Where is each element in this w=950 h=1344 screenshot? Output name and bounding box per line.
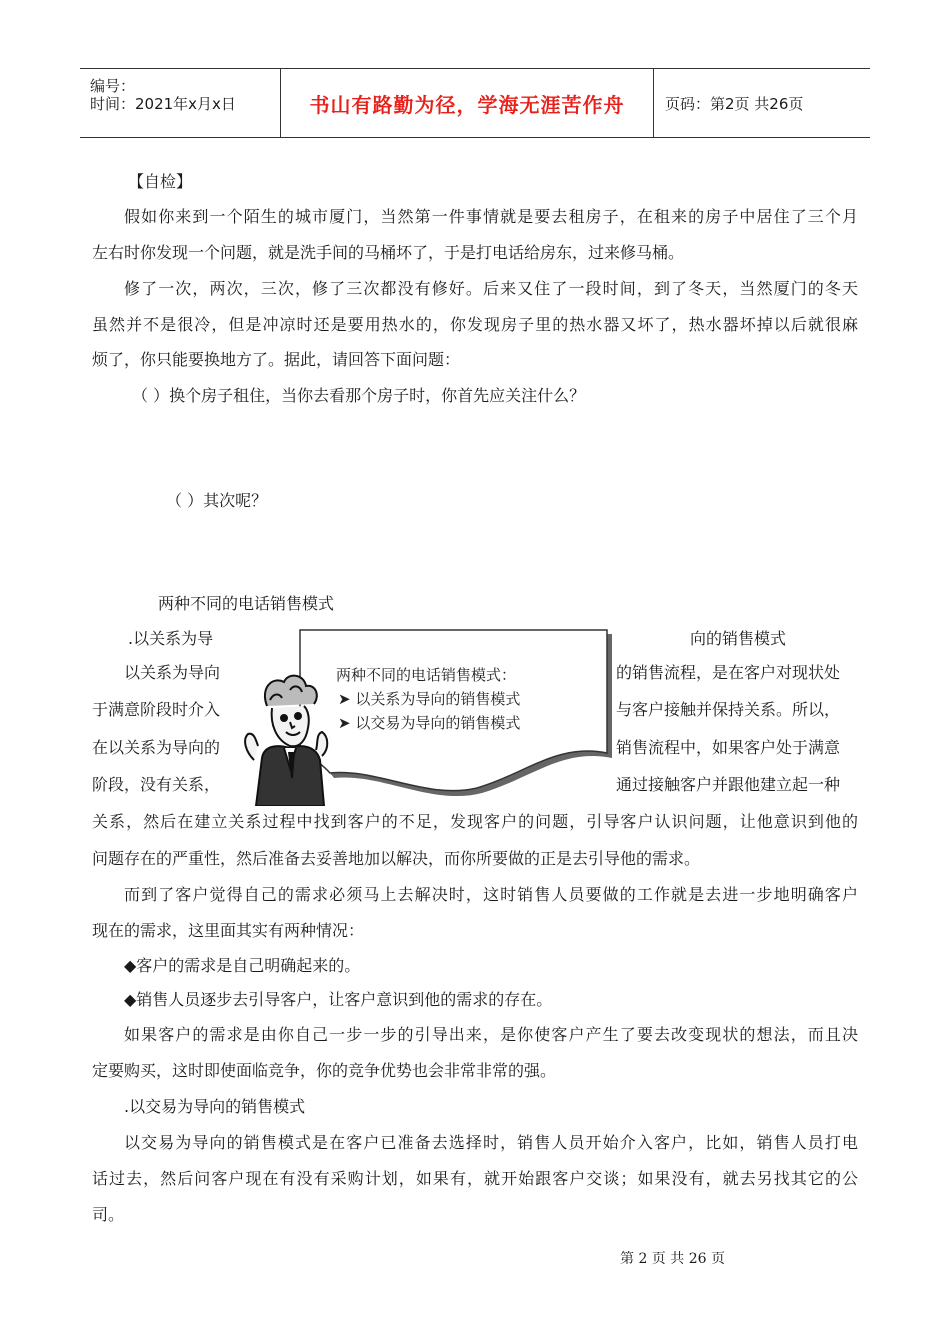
paragraph-line: 烦了，你只能要换地方了。据此，请回答下面问题： (92, 350, 461, 369)
wrap-line-left: 阶段，没有关系， (92, 775, 221, 794)
page-info: 页码：第2页 共26页 (665, 94, 804, 113)
paragraph-line: 虽然并不是很冷，但是冲凉时还是要用热水的，你发现房子里的热水器又坏了，热水器坏掉以后就很麻 (92, 315, 858, 334)
question-1: （ ）换个房子租住，当你去看那个房子时，你首先应关注什么？ (132, 386, 586, 405)
bullet-item: ◆销售人员逐步去引导客户，让客户意识到他的需求的存在。 (124, 990, 553, 1009)
paragraph-line: 司。 (92, 1205, 125, 1224)
chevron-right-icon: ➤ (338, 690, 351, 708)
bubble-title: 两种不同的电话销售模式： (336, 666, 517, 684)
bubble-item-2-text: 以交易为导向的销售模式 (355, 714, 521, 732)
wrap-line-left: 以关系为导向 (124, 663, 221, 682)
paragraph-line: 如果客户的需求是由你自己一步一步的引导出来，是你使客户产生了要去改变现状的想法，而且决 (124, 1025, 858, 1044)
bubble-item-2 (338, 712, 520, 733)
paragraph-line: 而到了客户觉得自己的需求必须马上去解决时，这时销售人员要做的工作就是去进一步地明确客户 (124, 885, 858, 904)
header-meta-cell (80, 69, 281, 137)
relation-title-left: .以关系为导 (128, 629, 214, 648)
paragraph-line: 话过去，然后问客户现在有没有采购计划，如果有，就开始跟客户交谈；如果没有，就去另找其它的公 (92, 1169, 858, 1188)
wrap-line-left: 在以关系为导向的 (92, 738, 221, 757)
cartoon-figure (232, 628, 612, 806)
header-motto-cell (281, 69, 654, 137)
wrap-line-right: 与客户接触并保持关系。所以， (616, 700, 841, 719)
document-header (80, 68, 870, 138)
paragraph-line: 现在的需求，这里面其实有两种情况： (92, 921, 365, 940)
wrap-line-right: 销售流程中，如果客户处于满意 (616, 738, 841, 757)
self-check-heading: 【自检】 (128, 172, 193, 191)
bullet-item: ◆客户的需求是自己明确起来的。 (124, 956, 361, 975)
bubble-item-1 (338, 688, 520, 709)
paragraph-line: 以交易为导向的销售模式是在客户已准备去选择时，销售人员开始介入客户，比如，销售人员打电 (124, 1133, 858, 1152)
paragraph-line: 假如你来到一个陌生的城市厦门，当然第一件事情就是要去租房子，在租来的房子中居住了三个月 (124, 207, 858, 226)
chevron-right-icon: ➤ (338, 714, 351, 732)
paragraph-line: 关系，然后在建立关系过程中找到客户的不足，发现客户的问题，引导客户认识问题，让他意识到他的 (92, 812, 858, 831)
wrap-line-right: 的销售流程，是在客户对现状处 (616, 663, 841, 682)
relation-title-right: 向的销售模式 (690, 629, 787, 648)
transaction-title: .以交易为导向的销售模式 (124, 1097, 306, 1116)
motto-text: 书山有路勤为径，学海无涯苦作舟 (309, 92, 625, 117)
document-time: 时间：2021年x月x日 (90, 95, 236, 113)
paragraph-line: 问题存在的严重性，然后准备去妥善地加以解决，而你所要做的正是去引导他的需求。 (92, 849, 701, 868)
document-number: 编号： (90, 77, 136, 95)
bubble-item-1-text: 以关系为导向的销售模式 (355, 690, 521, 708)
header-page-cell (655, 69, 870, 137)
paragraph-line: 左右时你发现一个问题，就是洗手间的马桶坏了，于是打电话给房东，过来修马桶。 (92, 243, 685, 262)
wrap-line-left: 于满意阶段时介入 (92, 700, 221, 719)
paragraph-line: 修了一次，两次，三次，修了三次都没有修好。后来又住了一段时间，到了冬天，当然厦门的冬天 (124, 279, 858, 298)
paragraph-line: 定要购买，这时即使面临竞争，你的竞争优势也会非常非常的强。 (92, 1061, 557, 1080)
wrap-line-right: 通过接触客户并跟他建立起一种 (616, 775, 841, 794)
page-footer: 第 2 页 共 26 页 (620, 1251, 725, 1267)
section-title: 两种不同的电话销售模式 (158, 594, 335, 613)
question-2: （ ）其次呢？ (166, 491, 268, 510)
